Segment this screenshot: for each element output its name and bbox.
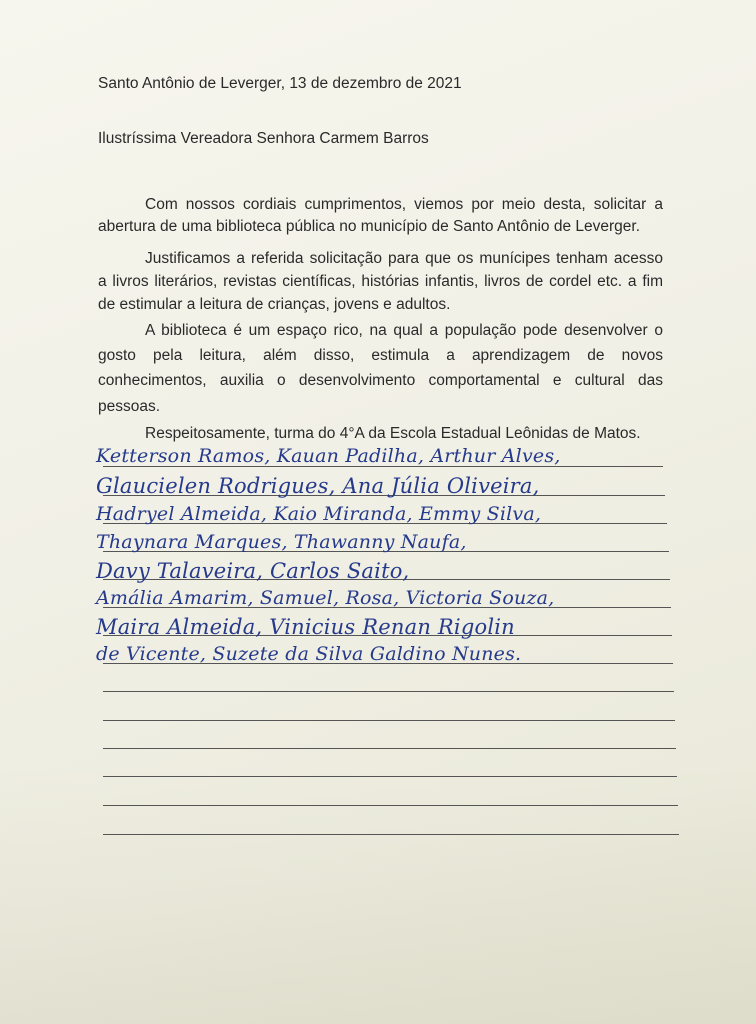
paragraph-2-line-1: Justificamos a referida solicitação para que os munícipes tenham acesso (145, 250, 663, 267)
signature-text-1: Ketterson Ramos, Kauan Padilha, Arthur Alves, (96, 445, 561, 467)
paragraph-1-line-1: Com nossos cordiais cumprimentos, viemos por meio desta, solicitar a (145, 196, 663, 213)
signature-text-2: Glaucielen Rodrigues, Ana Júlia Oliveira, (96, 474, 540, 498)
signature-text-8: de Vicente, Suzete da Silva Galdino Nunes. (96, 643, 522, 665)
paper-shadow (0, 764, 756, 1024)
paragraph-2-line-2: a livros literários, revistas científicas, histórias infantis, livros de cordel etc. a fim (98, 273, 663, 290)
signature-line (103, 805, 678, 806)
date-line: Santo Antônio de Leverger, 13 de dezembro de 2021 (98, 75, 462, 92)
signature-text-5: Davy Talaveira, Carlos Saito, (96, 559, 410, 583)
paragraph-3-line-4: pessoas. (98, 398, 161, 415)
signature-text-6: Amália Amarim, Samuel, Rosa, Victoria Souza, (96, 587, 555, 609)
paragraph-2-line-3: de estimular a leitura de crianças, jovens e adultos. (98, 296, 451, 313)
signature-text-3: Hadryel Almeida, Kaio Miranda, Emmy Silva, (96, 503, 542, 525)
paragraph-3-line-3: conhecimentos, auxilia o desenvolvimento comportamental e cultural das (98, 372, 663, 389)
signature-line (103, 720, 675, 721)
signature-line (103, 748, 676, 749)
paragraph-1-line-2: abertura de uma biblioteca pública no município de Santo Antônio de Leverger. (98, 218, 641, 235)
signature-text-4: Thaynara Marques, Thawanny Naufa, (96, 531, 467, 553)
signature-line (103, 834, 679, 835)
salutation: Ilustríssima Vereadora Senhora Carmem Barros (98, 130, 429, 147)
signature-line (103, 691, 674, 692)
signature-text-7: Maira Almeida, Vinicius Renan Rigolin (96, 615, 515, 639)
signature-line (103, 776, 677, 777)
paragraph-3-line-1: A biblioteca é um espaço rico, na qual a população pode desenvolver o (145, 322, 663, 339)
paragraph-3-line-2: gosto pela leitura, além disso, estimula a aprendizagem de novos (98, 347, 663, 364)
closing-line: Respeitosamente, turma do 4°A da Escola Estadual Leônidas de Matos. (145, 425, 641, 442)
